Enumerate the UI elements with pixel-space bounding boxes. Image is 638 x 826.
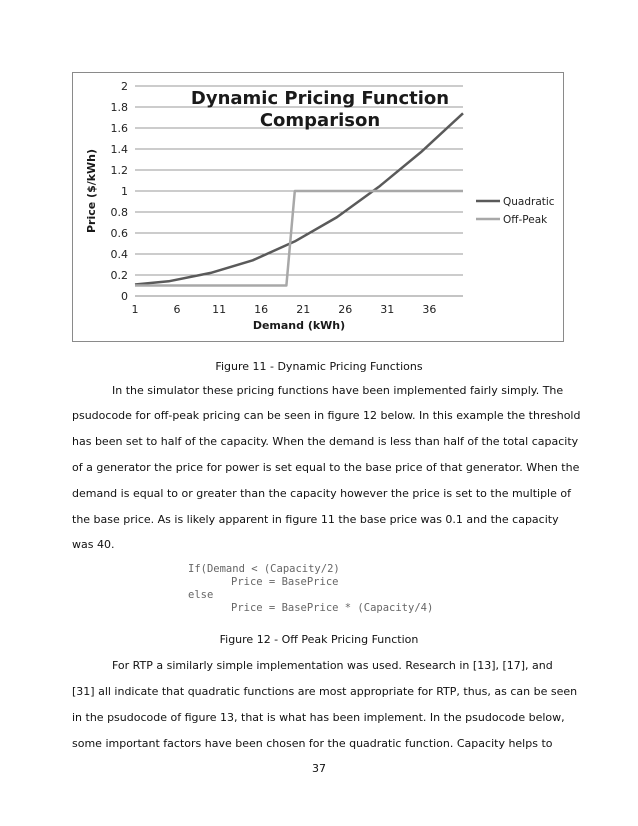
y-tick-label: 1 bbox=[121, 185, 128, 198]
x-tick-label: 26 bbox=[338, 303, 353, 316]
y-axis-label: Price ($/kWh) bbox=[85, 148, 98, 234]
x-tick-label: 6 bbox=[173, 303, 181, 316]
chart-title: Dynamic Pricing Function bbox=[190, 88, 450, 109]
legend-label: Quadratic bbox=[503, 196, 555, 208]
paragraph-1-line: demand is equal to or greater than the capacity however the price is set to the multiple of bbox=[72, 487, 571, 500]
paragraph-2-line: [31] all indicate that quadratic functions are most appropriate for RTP, thus, as can be seen bbox=[72, 685, 578, 698]
y-tick-label: 0.6 bbox=[110, 227, 128, 240]
series-line-quadratic bbox=[135, 113, 463, 284]
x-tick-label: 1 bbox=[131, 303, 139, 316]
x-tick-label: 31 bbox=[380, 303, 395, 316]
chart-title: Comparison bbox=[259, 110, 381, 131]
y-tick-label: 1.8 bbox=[110, 101, 128, 114]
figure-11-caption: Figure 11 - Dynamic Pricing Functions bbox=[215, 360, 423, 373]
y-tick-label: 1.2 bbox=[110, 164, 128, 177]
paragraph-2-line: some important factors have been chosen for the quadratic function. Capacity helps to bbox=[72, 737, 553, 750]
y-tick-label: 1.4 bbox=[110, 143, 128, 156]
x-tick-label: 16 bbox=[254, 303, 269, 316]
paragraph-1-line: of a generator the price for power is set equal to the base price of that generator. When the bbox=[72, 461, 580, 474]
legend-label: Off-Peak bbox=[503, 214, 548, 226]
chart-svg bbox=[73, 73, 563, 341]
paragraph-1-line: In the simulator these pricing functions have been implemented fairly simply. The bbox=[112, 384, 564, 397]
y-tick-label: 1.6 bbox=[110, 122, 128, 135]
figure-12-caption: Figure 12 - Off Peak Pricing Function bbox=[219, 633, 419, 646]
page-number: 37 bbox=[312, 762, 326, 775]
y-tick-label: 2 bbox=[121, 80, 128, 93]
code-line: Price = BasePrice * (Capacity/4) bbox=[231, 602, 434, 614]
paragraph-1-line: psudocode for off-peak pricing can be seen in figure 12 below. In this example the threshold bbox=[72, 409, 581, 422]
paragraph-1-line: the base price. As is likely apparent in figure 11 the base price was 0.1 and the capacity bbox=[72, 513, 559, 526]
y-tick-label: 0.8 bbox=[110, 206, 128, 219]
y-tick-label: 0.2 bbox=[110, 269, 128, 282]
chart-figure-11 bbox=[72, 72, 564, 342]
x-tick-label: 11 bbox=[212, 303, 227, 316]
x-tick-label: 21 bbox=[296, 303, 311, 316]
x-axis-label: Demand (kWh) bbox=[252, 319, 346, 332]
x-tick-label: 36 bbox=[422, 303, 437, 316]
code-line: else bbox=[188, 589, 214, 601]
paragraph-2-line: For RTP a similarly simple implementation was used. Research in [13], [17], and bbox=[112, 659, 553, 672]
paragraph-1-line: was 40. bbox=[72, 538, 115, 551]
code-line: Price = BasePrice bbox=[231, 576, 339, 588]
code-line: If(Demand < (Capacity/2) bbox=[188, 563, 340, 575]
paragraph-2-line: in the psudocode of figure 13, that is what has been implement. In the psudocode below, bbox=[72, 711, 565, 724]
y-tick-label: 0 bbox=[121, 290, 128, 303]
paragraph-1-line: has been set to half of the capacity. When the demand is less than half of the total capacity bbox=[72, 435, 579, 448]
y-tick-label: 0.4 bbox=[110, 248, 128, 261]
